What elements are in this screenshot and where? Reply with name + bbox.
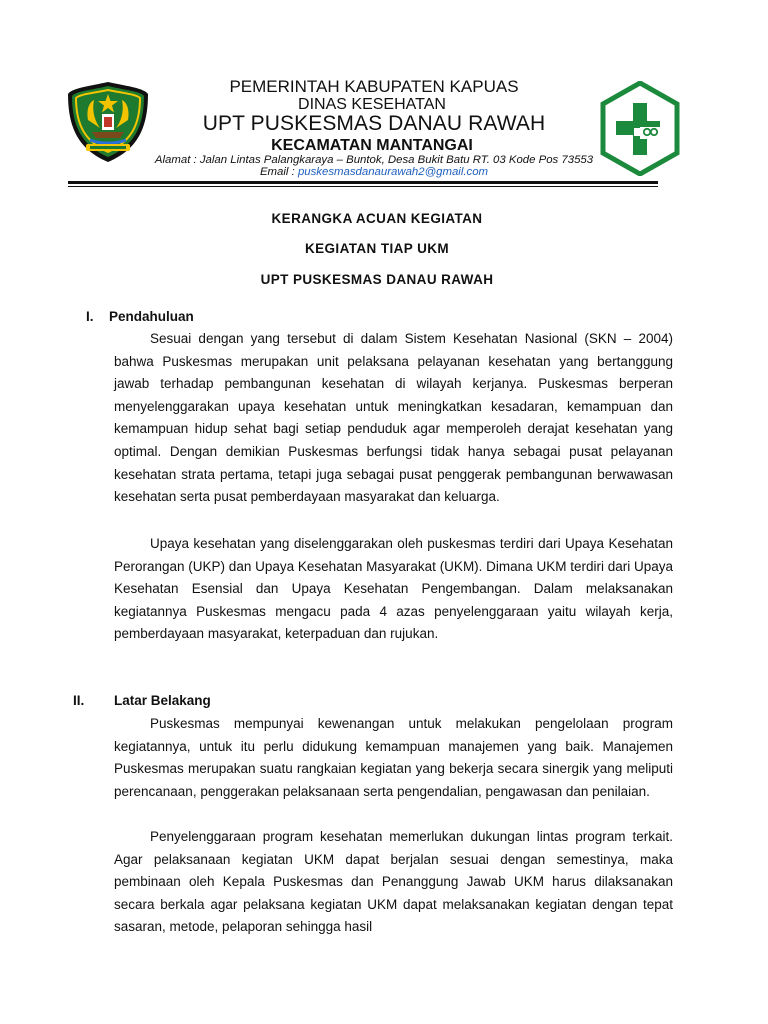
institution-name: UPT PUSKESMAS DANAU RAWAH: [202, 112, 546, 135]
letterhead-divider-thin: [68, 186, 658, 187]
email-line: [0, 166, 758, 178]
section-heading-pendahuluan: Pendahuluan: [109, 309, 194, 324]
letterhead-divider-thick: [68, 181, 658, 184]
paragraph: Sesuai dengan yang tersebut di dalam Sistem Kesehatan Nasional (SKN – 2004) bahwa Puskesmas merupakan unit pelaksana pelayanan kesehatan yang bertanggung jawab terhadap pembangunan kesehatan di wilayah kerjanya. Puskesmas berperan menyelenggarakan upaya kesehatan untuk meningkatkan kesadaran, kemampuan dan kemampuan hidup sehat bagi setiap penduduk agar memperoleh derajat kesehatan yang optimal. Dengan demikian Puskesmas berfungsi tidak hanya sebagai pusat pelayanan kesehatan strata pertama, tetapi juga sebagai pusat penggerak pembangunan berwawasan kesehatan serta pusat pemberdayaan masyarakat dan keluarga.: [114, 331, 673, 505]
section-number: I.: [86, 309, 94, 324]
district-name: KECAMATAN MANTANGAI: [271, 137, 473, 154]
section-number: II.: [73, 693, 85, 708]
document-subtitle: KEGIATAN TIAP UKM: [304, 241, 450, 256]
document-title: KERANGKA ACUAN KEGIATAN: [271, 211, 483, 226]
paragraph: Upaya kesehatan yang diselenggarakan oleh puskesmas terdiri dari Upaya Kesehatan Perorangan (UKP) dan Upaya Kesehatan Masyarakat (UKM). Dimana UKM terdiri dari Upaya Kesehatan Esensial dan Upaya Kesehatan Pengembangan. Dalam melaksanakan kegiatannya Puskesmas mengacu pada 4 azas penyelenggaraan yaitu wilayah kerja, pemberdayaan masyarakat, keterpaduan dan rujukan.: [114, 536, 673, 642]
document-institution: UPT PUSKESMAS DANAU RAWAH: [260, 272, 494, 287]
email-label: Email :: [259, 166, 298, 178]
section-heading-latar-belakang: Latar Belakang: [114, 693, 211, 708]
letterhead: [0, 0, 768, 190]
paragraph: Puskesmas mempunyai kewenangan untuk melakukan pengelolaan program kegiatannya, untuk itu perlu didukung kemampuan manajemen yang baik. Manajemen Puskesmas merupakan suatu rangkaian kegiatan yang bekerja secara sinergik yang meliputi perencanaan, penggerakan pelaksanaan serta pengendalian, pengawasan dan penilaian.: [114, 716, 673, 799]
email-link[interactable]: puskesmasdanaurawah2@gmail.com: [297, 166, 489, 178]
paragraph: Penyelenggaraan program kesehatan memerlukan dukungan lintas program terkait. Agar pelaksanaan kegiatan UKM dapat berjalan sesuai dengan semestinya, maka pembinaan oleh Kepala Puskesmas dan Penanggung Jawab UKM harus dilaksanakan secara berkala agar pelaksana kegiatan UKM dapat melaksanakan kegiatan dengan tepat sasaran, metode, pelaporan sehingga hasil: [114, 829, 673, 935]
department-name: DINAS KESEHATAN: [298, 96, 446, 113]
government-name: PEMERINTAH KABUPATEN KAPUAS: [229, 77, 519, 96]
address-line: Alamat : Jalan Lintas Palangkaraya – Buntok, Desa Bukit Batu RT. 03 Kode Pos 73553: [154, 154, 594, 166]
